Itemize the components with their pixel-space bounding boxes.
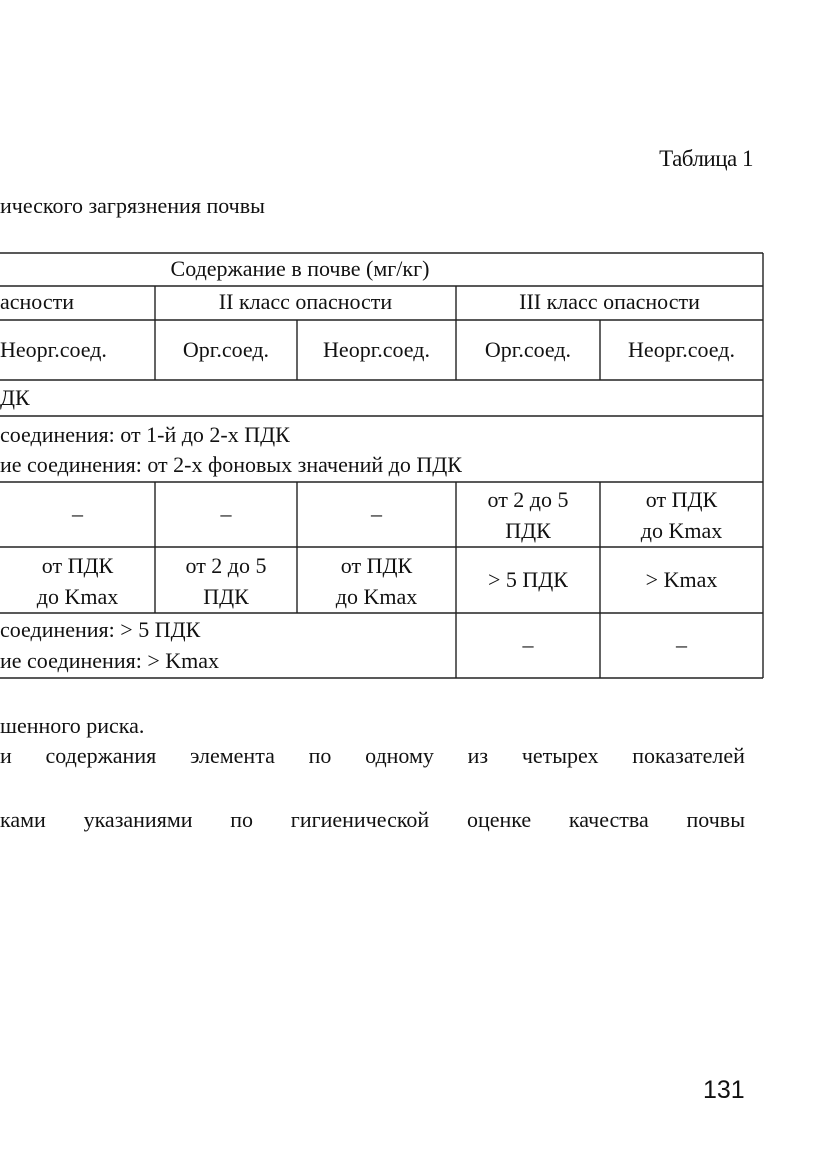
note-word: из <box>467 743 489 768</box>
header-class-3: III класс опасности <box>519 289 700 314</box>
row3-class2-inorganic: – <box>371 501 382 526</box>
note-line-1: шенного риска. <box>0 713 145 738</box>
row4-class1-inorganic <box>0 550 155 612</box>
note-word: ками <box>0 807 46 832</box>
row2-line1: соединения: от 1-й до 2-х ПДК <box>0 422 290 447</box>
note-word: по <box>308 743 332 768</box>
note-line-2 <box>0 743 745 769</box>
cell-line: от ПДК <box>645 487 718 512</box>
cell-line: от 2 до 5 <box>487 487 569 512</box>
row4-class3-organic: > 5 ПДК <box>488 567 568 592</box>
row5-class3-organic: – <box>522 632 534 657</box>
row5-class3-inorganic: – <box>676 632 687 657</box>
note-word: показателей <box>632 743 745 768</box>
header-class-2: II класс опасности <box>218 289 393 314</box>
col-class1-inorganic: Неорг.соед. <box>0 337 107 362</box>
table-caption: ического загрязнения почвы <box>0 193 265 218</box>
col-class3-organic: Орг.соед. <box>484 337 572 362</box>
row5-line2: ие соединения: > Kmax <box>0 648 220 673</box>
header-soil-content: Содержание в почве (мг/кг) <box>170 256 430 281</box>
note-word: одному <box>365 743 434 768</box>
cell-line: от 2 до 5 <box>185 553 267 578</box>
note-word: качества <box>568 807 649 832</box>
row3-class2-organic: – <box>220 501 232 526</box>
row3-class3-inorganic <box>600 484 763 546</box>
cell-line: до Kmax <box>335 584 418 609</box>
cell-line: от ПДК <box>340 553 413 578</box>
note-word: четырех <box>521 743 599 768</box>
row2-line2: ие соединения: от 2-х фоновых значений до ПДК <box>0 452 462 477</box>
note-word: содержания <box>45 743 157 768</box>
row5-line1: соединения: > 5 ПДК <box>0 617 201 642</box>
note-word: гигиенической <box>290 807 430 832</box>
cell-line: до Kmax <box>36 584 119 609</box>
row4-class2-organic <box>155 550 297 612</box>
col-class2-organic: Орг.соед. <box>182 337 270 362</box>
col-class2-inorganic: Неорг.соед. <box>323 337 430 362</box>
note-word: и <box>0 743 12 768</box>
note-word: почвы <box>686 807 745 832</box>
table-label: Таблица 1 <box>659 146 753 171</box>
row1-cell: ДК <box>0 385 30 410</box>
row3-class3-organic <box>456 484 600 546</box>
page-number: 131 <box>703 1076 745 1104</box>
cell-line: ПДК <box>505 518 551 543</box>
cell-line: ПДК <box>203 584 249 609</box>
note-word: по <box>230 807 254 832</box>
row4-class3-inorganic: > Kmax <box>645 567 718 592</box>
note-word: элемента <box>189 743 275 768</box>
header-class-1: асности <box>0 289 75 314</box>
col-class3-inorganic: Неорг.соед. <box>628 337 735 362</box>
row3-class1-inorganic: – <box>72 501 83 526</box>
note-word: указаниями <box>83 807 193 832</box>
cell-line: до Kmax <box>640 518 723 543</box>
cell-line: от ПДК <box>41 553 114 578</box>
row4-class2-inorganic <box>297 550 456 612</box>
note-line-3 <box>0 807 745 833</box>
note-word: оценке <box>466 807 532 832</box>
